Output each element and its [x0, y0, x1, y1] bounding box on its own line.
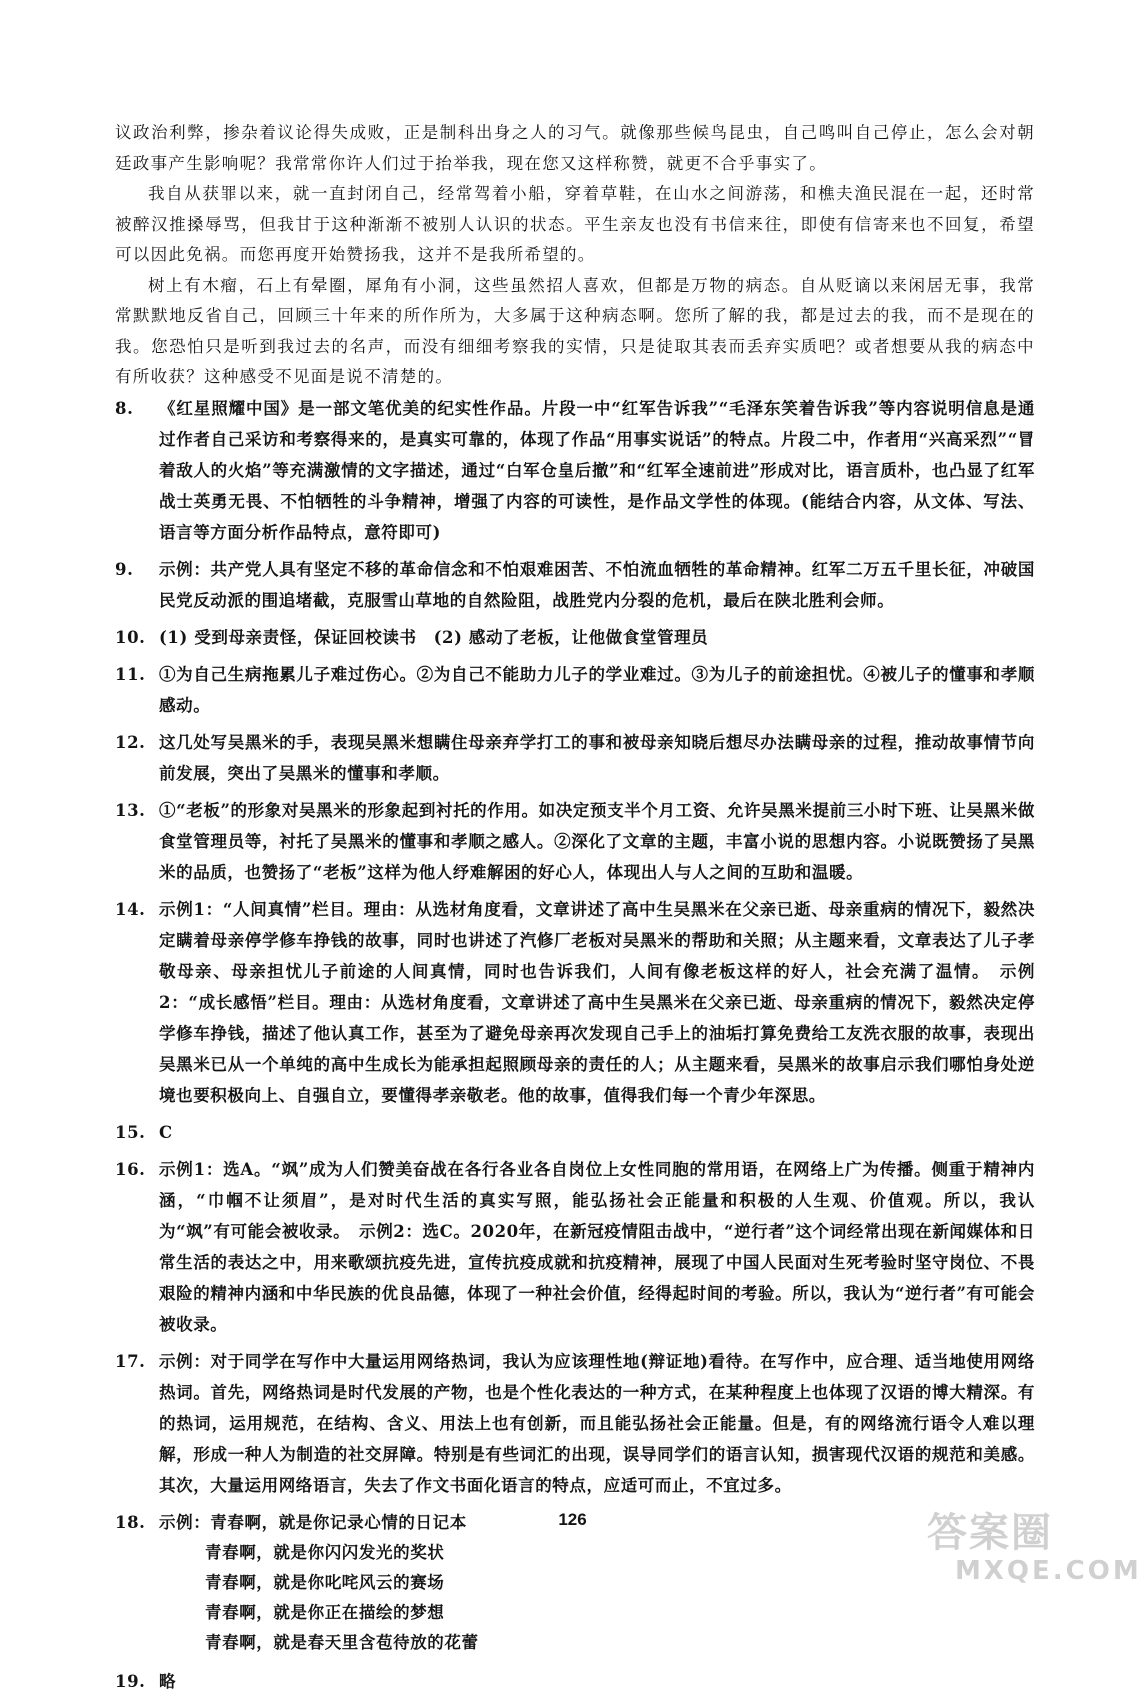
- answer-number: 10.: [115, 627, 146, 647]
- answer-number: 8.: [115, 398, 134, 418]
- answer-number: 13.: [115, 800, 146, 820]
- answer-list: [115, 393, 1035, 1697]
- answer-text: 略: [159, 1671, 177, 1691]
- answer-text: 《红星照耀中国》是一部文笔优美的纪实性作品。片段一中“红军告诉我”“毛泽东笑着告诉我”等内容说明信息是通过作者自己采访和考察得来的，是真实可靠的，体现了作品“用事实说话”的特点。片段二中，作者用“兴高采烈”“冒着敌人的火焰”等充满激情的文字描述，通过“白军仓皇后撤”和“红军全速前进”形成对比，语言质朴，也凸显了红军战士英勇无畏、不怕牺牲的斗争精神，增强了内容的可读性，是作品文学性的体现。(能结合内容，从文体、写法、语言等方面分析作品特点，意符即可): [159, 398, 1035, 542]
- answer-number: 15.: [115, 1122, 146, 1142]
- answer-item: [115, 1154, 1035, 1340]
- answer-text: C: [159, 1122, 173, 1142]
- answer-number: 12.: [115, 732, 146, 752]
- answer-text: 这几处写吴黑米的手，表现吴黑米想瞒住母亲弃学打工的事和被母亲知晓后想尽办法瞒母亲的过程，推动故事情节向前发展，突出了吴黑米的懂事和孝顺。: [159, 732, 1035, 783]
- answer-text: 示例1：选A。“飒”成为人们赞美奋战在各行各业各自岗位上女性同胞的常用语，在网络上广为传播。侧重于精神内涵，“巾帼不让须眉”，是对时代生活的真实写照，能弘扬社会正能量和积极的人生观、价值观。所以，我认为“飒”有可能会被收录。 示例2：选C。2020年，在新冠疫情阻击战中，“逆行者”这个词经常出现在新闻媒体和日常生活的表达之中，用来歌颂抗疫先进，宣传抗疫成就和抗疫精神，展现了中国人民面对生死考验时坚守岗位、不畏艰险的精神内涵和中华民族的优良品德，体现了一种社会价值，经得起时间的考验。所以，我认为“逆行者”有可能会被收录。: [159, 1159, 1035, 1334]
- answer-number: 9.: [115, 559, 134, 579]
- answer-item: [115, 393, 1035, 548]
- answer-number: 11.: [115, 664, 146, 684]
- watermark-logo: [927, 1510, 1142, 1590]
- poem-lines: [205, 1538, 1035, 1658]
- answer-item: [115, 795, 1035, 888]
- answer-item: [115, 1346, 1035, 1501]
- translation-prose: [115, 118, 1035, 393]
- answer-item: [115, 1666, 1035, 1697]
- answer-number: 18.: [115, 1512, 146, 1532]
- answer-text: ①为自己生病拖累儿子难过伤心。②为自己不能助力儿子的学业难过。③为儿子的前途担忧。④被儿子的懂事和孝顺感动。: [159, 664, 1035, 715]
- prose-paragraph: 议政治利弊，掺杂着议论得失成败，正是制科出身之人的习气。就像那些候鸟昆虫，自己鸣叫自己停止，怎么会对朝廷政事产生影响呢？我常常你许人们过于抬举我，现在您又这样称赞，就更不合乎事实了。: [115, 123, 1035, 173]
- page-number: 126: [558, 1510, 587, 1529]
- answer-number: 17.: [115, 1351, 146, 1371]
- answer-item: [115, 622, 1035, 653]
- answer-text: 示例1：“人间真情”栏目。理由：从选材角度看，文章讲述了高中生吴黑米在父亲已逝、母亲重病的情况下，毅然决定瞒着母亲停学修车挣钱的故事，同时也讲述了汽修厂老板对吴黑米的帮助和关照；从主题来看，文章表达了儿子孝敬母亲、母亲担忧儿子前途的人间真情，同时也告诉我们，人间有像老板这样的好人，社会充满了温情。 示例2：“成长感悟”栏目。理由：从选材角度看，文章讲述了高中生吴黑米在父亲已逝、母亲重病的情况下，毅然决定停学修车挣钱，描述了他认真工作，甚至为了避免母亲再次发现自己手上的油垢打算免费给工友洗衣服的故事，表现出吴黑米已从一个单纯的高中生成长为能承担起照顾母亲的责任的人；从主题来看，吴黑米的故事启示我们哪怕身处逆境也要积极向上、自强自立，要懂得孝亲敬老。他的故事，值得我们每一个青少年深思。: [159, 899, 1035, 1105]
- watermark-text-bottom: MXQE.COM: [955, 1556, 1142, 1586]
- answer-item: [115, 1117, 1035, 1148]
- answer-number: 14.: [115, 899, 146, 919]
- poem-line: 青春啊，就是你闪闪发光的奖状: [205, 1542, 445, 1562]
- prose-paragraph: 我自从获罪以来，就一直封闭自己，经常驾着小船，穿着草鞋，在山水之间游荡，和樵夫渔民混在一起，还时常被醉汉推搡辱骂，但我甘于这种渐渐不被别人认识的状态。平生亲友也没有书信来往，即使有信寄来也不回复，希望可以因此免祸。而您再度开始赞扬我，这并不是我所希望的。: [115, 184, 1035, 264]
- prose-paragraph: 树上有木瘤，石上有晕圈，犀角有小洞，这些虽然招人喜欢，但都是万物的病态。自从贬谪以来闲居无事，我常常默默地反省自己，回顾三十年来的所作所为，大多属于这种病态啊。您所了解的我，都是过去的我，而不是现在的我。您恐怕只是听到我过去的名声，而没有细细考察我的实情，只是徒取其表而丢弃实质吧？或者想要从我的病态中有所收获？这种感受不见面是说不清楚的。: [115, 275, 1035, 386]
- answer-text: 示例：共产党人具有坚定不移的革命信念和不怕艰难困苦、不怕流血牺牲的革命精神。红军二万五千里长征，冲破国民党反动派的围追堵截，克服雪山草地的自然险阻，战胜党内分裂的危机，最后在陕北胜利会师。: [159, 559, 1035, 610]
- answer-text: ①“老板”的形象对吴黑米的形象起到衬托的作用。如决定预支半个月工资、允许吴黑米提前三小时下班、让吴黑米做食堂管理员等，衬托了吴黑米的懂事和孝顺之感人。②深化了文章的主题，丰富小说的思想内容。小说既赞扬了吴黑米的品质，也赞扬了“老板”这样为他人纾难解困的好心人，体现出人与人之间的互助和温暖。: [159, 800, 1035, 882]
- answer-number: 19.: [115, 1671, 146, 1691]
- poem-line: 青春啊，就是你正在描绘的梦想: [205, 1602, 445, 1622]
- answer-text: 示例：对于同学在写作中大量运用网络热词，我认为应该理性地(辩证地)看待。在写作中，应合理、适当地使用网络热词。首先，网络热词是时代发展的产物，也是个性化表达的一种方式，在某种程度上也体现了汉语的博大精深。有的热词，运用规范，在结构、含义、用法上也有创新，而且能弘扬社会正能量。但是，有的网络流行语令人难以理解，形成一种人为制造的社交屏障。特别是有些词汇的出现，误导同学们的语言认知，损害现代汉语的规范和美感。其次，大量运用网络语言，失去了作文书面化语言的特点，应适可而止，不宜过多。: [159, 1351, 1035, 1495]
- poem-line: 青春啊，就是你叱咤风云的赛场: [205, 1572, 445, 1592]
- answer-item: [115, 894, 1035, 1111]
- answer-item: [115, 554, 1035, 616]
- answer-text: (1) 受到母亲责怪，保证回校读书 (2) 感动了老板，让他做食堂管理员: [159, 627, 709, 647]
- page-content: [115, 118, 1035, 1703]
- answer-text: 示例：青春啊，就是你记录心情的日记本: [159, 1512, 467, 1532]
- answer-item: [115, 659, 1035, 721]
- watermark-text-top: 答案圈: [927, 1510, 1053, 1556]
- answer-number: 16.: [115, 1159, 146, 1179]
- answer-item: [115, 727, 1035, 789]
- poem-line: 青春啊，就是春天里含苞待放的花蕾: [205, 1632, 479, 1652]
